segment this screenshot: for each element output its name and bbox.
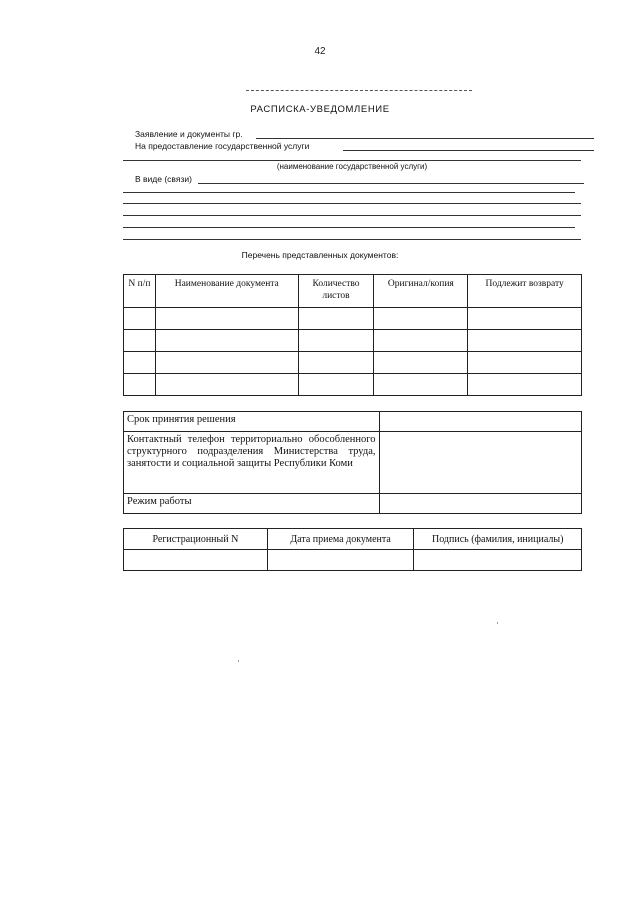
contact-phone-label: Контактный телефон территориально обособленного структурного подразделения Министерства труда, занятости и социальной защиты Республики Коми xyxy=(124,432,380,494)
table-row xyxy=(124,330,582,352)
info-row-contact-phone xyxy=(124,432,582,494)
col-number-header: N п/п xyxy=(124,275,156,308)
service-fill-line[interactable] xyxy=(343,150,594,151)
table-cell[interactable] xyxy=(124,352,156,374)
working-hours-value[interactable] xyxy=(379,494,581,514)
table-cell[interactable] xyxy=(468,308,582,330)
col-return-header: Подлежит возврату xyxy=(468,275,582,308)
signature-cell[interactable] xyxy=(414,550,582,571)
service-caption: (наименование государственной услуги) xyxy=(276,162,428,171)
scan-speck xyxy=(497,622,498,624)
blank-line-2[interactable] xyxy=(123,203,581,204)
table-cell[interactable] xyxy=(468,374,582,396)
table-cell[interactable] xyxy=(155,374,298,396)
registration-header-row xyxy=(124,529,582,550)
service-fill-line-2[interactable] xyxy=(123,160,581,161)
table-row xyxy=(124,352,582,374)
registration-number-header: Регистрационный N xyxy=(124,529,268,550)
table-cell[interactable] xyxy=(298,308,374,330)
receipt-date-cell[interactable] xyxy=(267,550,414,571)
blank-line-5[interactable] xyxy=(123,239,581,240)
table-cell[interactable] xyxy=(124,330,156,352)
blank-line-1[interactable] xyxy=(123,192,575,193)
receipt-date-header: Дата приема документа xyxy=(267,529,414,550)
info-row-decision-deadline xyxy=(124,412,582,432)
table-cell[interactable] xyxy=(124,308,156,330)
table-cell[interactable] xyxy=(298,330,374,352)
registration-row xyxy=(124,550,582,571)
separator-line xyxy=(246,90,472,91)
page-number: 42 xyxy=(314,46,326,57)
working-hours-label: Режим работы xyxy=(124,494,380,514)
statement-fill-line[interactable] xyxy=(256,138,594,139)
table-cell[interactable] xyxy=(374,352,468,374)
table-cell[interactable] xyxy=(468,330,582,352)
blank-line-4[interactable] xyxy=(123,227,575,228)
table-cell[interactable] xyxy=(155,352,298,374)
service-label: На предоставление государственной услуги xyxy=(135,141,310,151)
table-cell[interactable] xyxy=(298,352,374,374)
blank-line-3[interactable] xyxy=(123,215,581,216)
decision-deadline-value[interactable] xyxy=(379,412,581,432)
table-cell[interactable] xyxy=(374,374,468,396)
form-fill-line[interactable] xyxy=(198,183,584,184)
table-cell[interactable] xyxy=(374,308,468,330)
table-cell[interactable] xyxy=(374,330,468,352)
documents-heading: Перечень представленных документов: xyxy=(241,250,399,260)
scan-speck xyxy=(238,660,239,662)
signature-header: Подпись (фамилия, инициалы) xyxy=(414,529,582,550)
col-name-header: Наименование документа xyxy=(155,275,298,308)
table-cell[interactable] xyxy=(155,330,298,352)
table-cell[interactable] xyxy=(468,352,582,374)
col-original-header: Оригинал/копия xyxy=(374,275,468,308)
documents-header-row xyxy=(124,275,582,308)
registration-number-cell[interactable] xyxy=(124,550,268,571)
document-title: РАСПИСКА-УВЕДОМЛЕНИЕ xyxy=(250,104,390,115)
info-table xyxy=(123,411,582,514)
contact-phone-value[interactable] xyxy=(379,432,581,494)
decision-deadline-label: Срок принятия решения xyxy=(124,412,380,432)
table-cell[interactable] xyxy=(298,374,374,396)
statement-label: Заявление и документы гр. xyxy=(135,129,243,139)
table-cell[interactable] xyxy=(155,308,298,330)
info-row-working-hours xyxy=(124,494,582,514)
registration-table xyxy=(123,528,582,571)
table-cell[interactable] xyxy=(124,374,156,396)
table-row xyxy=(124,374,582,396)
documents-table xyxy=(123,274,582,396)
table-row xyxy=(124,308,582,330)
form-of-communication-label: В виде (связи) xyxy=(135,174,192,184)
col-sheets-header: Количество листов xyxy=(298,275,374,308)
